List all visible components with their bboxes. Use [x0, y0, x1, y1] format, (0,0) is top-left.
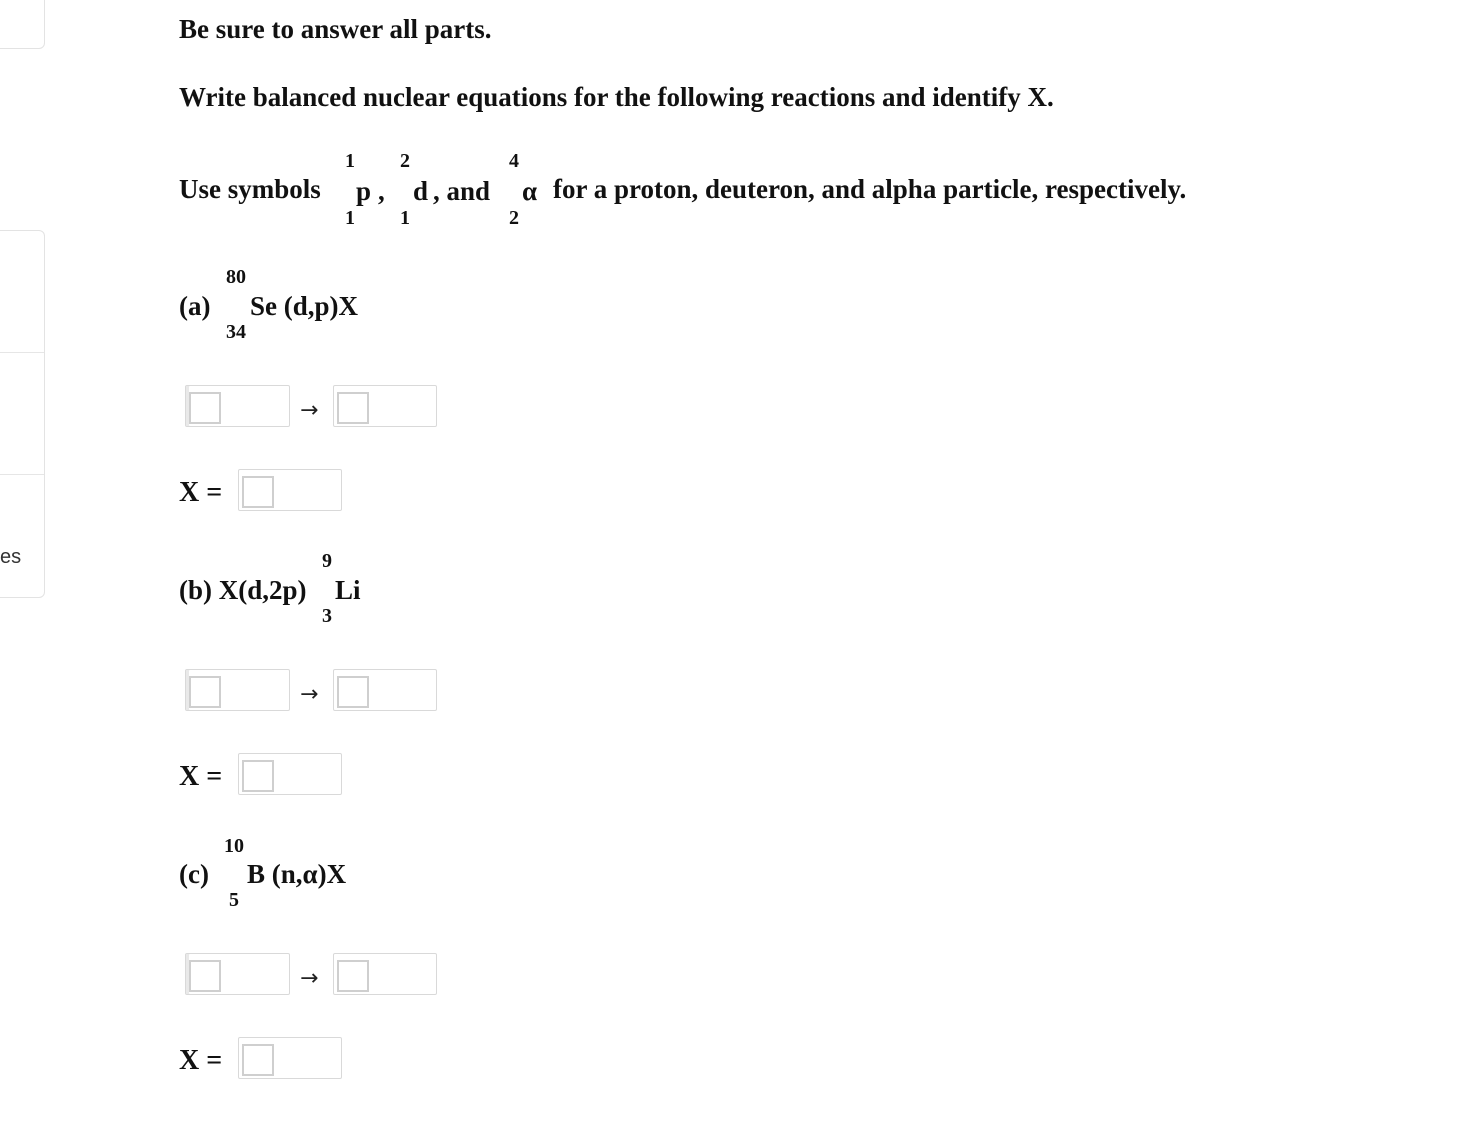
part-c-x-label: X = [179, 1045, 223, 1076]
deuteron-atomic: 1 [400, 207, 410, 229]
part-b-atomic: 3 [322, 605, 332, 627]
input-placeholder-box [242, 1044, 274, 1076]
input-placeholder-box [242, 760, 274, 792]
part-b-x-label: X = [179, 761, 223, 792]
part-c-atomic: 5 [229, 889, 239, 911]
part-a-reactants-input[interactable] [185, 385, 290, 427]
part-a-mass: 80 [226, 266, 246, 288]
input-placeholder-box [337, 392, 369, 424]
part-b-reaction: Li [335, 575, 361, 605]
part-b-label: (b) X(d,2p) [179, 575, 307, 605]
input-placeholder-box [337, 960, 369, 992]
part-c-products-input[interactable] [333, 953, 437, 995]
part-b-reactants-input[interactable] [185, 669, 290, 711]
part-b-x-input[interactable] [238, 753, 342, 795]
part-c-x-input[interactable] [238, 1037, 342, 1079]
instruction-question: Write balanced nuclear equations for the following reactions and identify X. [179, 82, 1054, 112]
sidebar-panel [0, 230, 45, 598]
proton-separator: , [378, 176, 385, 206]
instruction-answer-all: Be sure to answer all parts. [179, 14, 492, 44]
part-a-label: (a) [179, 291, 211, 321]
part-c-mass: 10 [224, 835, 244, 857]
part-a-reaction: Se (d,p)X [250, 291, 359, 321]
proton-atomic: 1 [345, 207, 355, 229]
input-placeholder-box [189, 676, 221, 708]
input-placeholder-box [242, 476, 274, 508]
input-placeholder-box [337, 676, 369, 708]
part-c-reactants-input[interactable] [185, 953, 290, 995]
part-b-products-input[interactable] [333, 669, 437, 711]
input-placeholder-box [189, 960, 221, 992]
part-a-atomic: 34 [226, 321, 246, 343]
proton-mass: 1 [345, 150, 355, 172]
deuteron-symbol: d [413, 176, 429, 206]
proton-symbol: p [356, 176, 372, 206]
sidebar-item-label[interactable]: es [0, 546, 22, 568]
part-a-products-input[interactable] [333, 385, 437, 427]
sidebar-divider [0, 474, 44, 475]
part-c-reaction: B (n,α)X [247, 859, 347, 889]
reaction-arrow-icon: → [300, 682, 319, 707]
symbols-prefix: Use symbols [179, 174, 321, 204]
alpha-atomic: 2 [509, 207, 519, 229]
alpha-symbol: α [522, 176, 538, 206]
part-a-x-label: X = [179, 477, 223, 508]
reaction-arrow-icon: → [300, 966, 319, 991]
symbols-suffix: for a proton, deuteron, and alpha particle, respectively. [553, 174, 1187, 204]
sidebar-panel-top [0, 0, 45, 49]
deuteron-separator: , and [433, 176, 491, 206]
input-placeholder-box [189, 392, 221, 424]
part-b-mass: 9 [322, 550, 332, 572]
sidebar-divider [0, 352, 44, 353]
alpha-mass: 4 [509, 150, 519, 172]
reaction-arrow-icon: → [300, 398, 319, 423]
deuteron-mass: 2 [400, 150, 410, 172]
part-a-x-input[interactable] [238, 469, 342, 511]
part-c-label: (c) [179, 859, 209, 889]
